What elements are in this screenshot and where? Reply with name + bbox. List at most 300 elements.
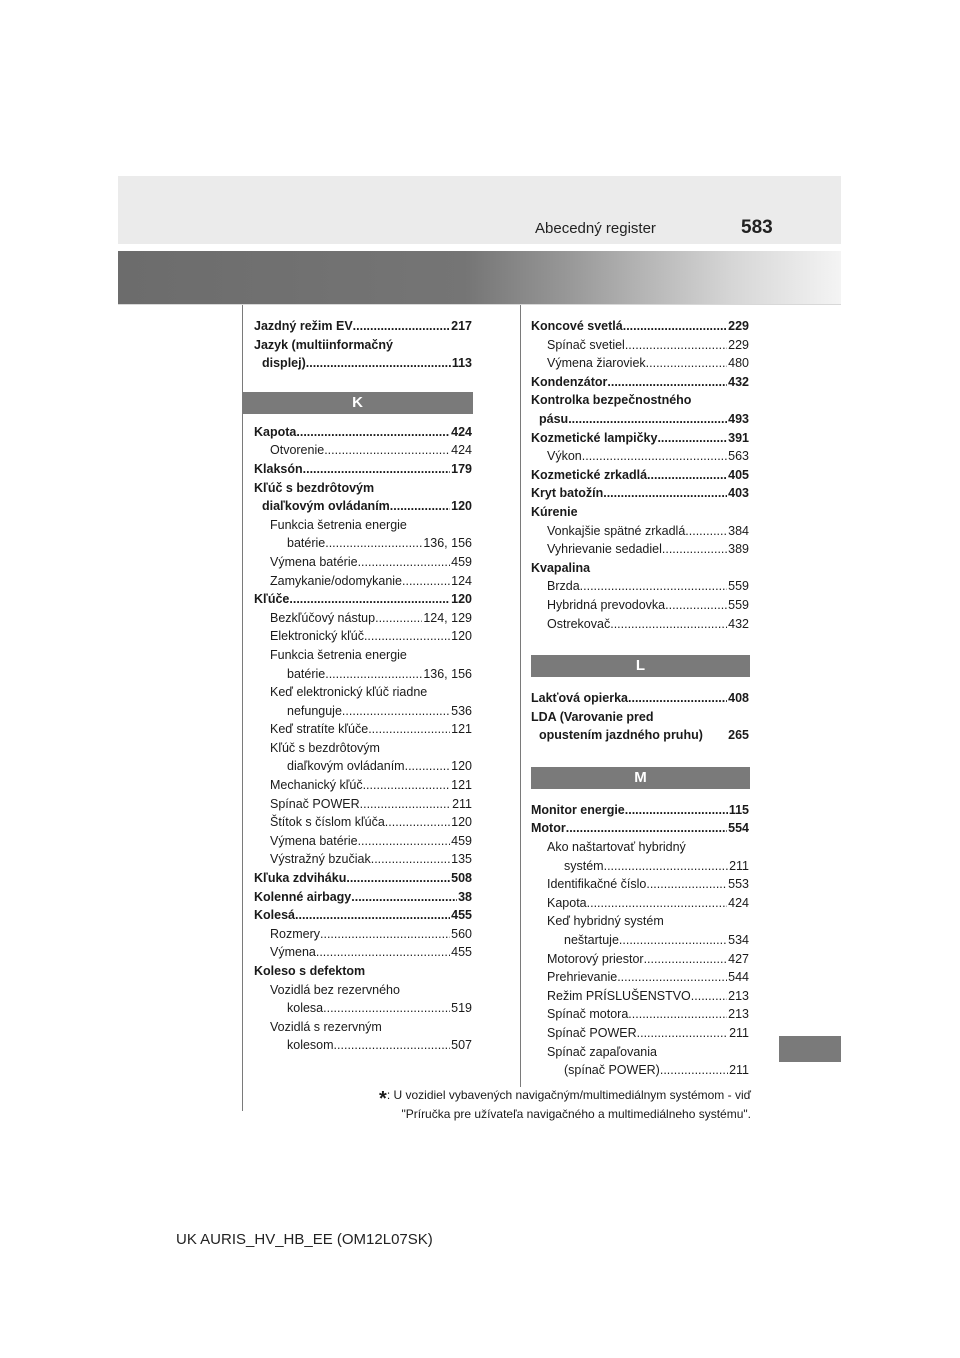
header-divider	[118, 304, 841, 305]
entry-text: nefunguje	[287, 703, 342, 718]
index-entry	[531, 689, 749, 708]
dot-leader	[685, 522, 727, 541]
page-reference: 179	[451, 461, 472, 476]
page-reference: 229	[728, 337, 749, 352]
entry-line	[270, 572, 472, 591]
entry-text: Prehrievanie	[547, 970, 618, 985]
entry-line	[270, 776, 472, 795]
dot-leader	[358, 832, 451, 851]
page-reference: 459	[451, 833, 472, 848]
entry-line	[547, 894, 749, 913]
dot-leader	[625, 336, 727, 355]
page-reference: 120	[451, 815, 472, 830]
page-reference: 120	[451, 759, 472, 774]
index-entry	[254, 479, 472, 516]
index-subentry	[531, 838, 749, 875]
footnote-line-2: "Príručka pre užívateľa navigačného a multimediálneho systému".	[401, 1107, 751, 1121]
dot-leader	[662, 540, 727, 559]
index-entry	[531, 801, 749, 820]
dot-leader	[320, 925, 450, 944]
entry-line	[270, 795, 472, 814]
entry-text: Vyhrievanie sedadiel	[547, 542, 662, 557]
page-reference: 408	[728, 691, 749, 706]
dot-leader	[580, 577, 727, 596]
dot-leader	[623, 317, 727, 336]
page-reference: 559	[728, 597, 749, 612]
dot-leader	[637, 1024, 728, 1043]
entry-text: Keď elektronický kľúč riadne	[270, 685, 428, 700]
index-subentry	[531, 1024, 749, 1043]
entry-text: Motorový priestor	[547, 951, 644, 966]
entry-line	[270, 553, 472, 572]
page-reference: 553	[728, 877, 749, 892]
page-number: 583	[741, 217, 773, 238]
page-reference: 480	[728, 356, 749, 371]
entry-text: Monitor energie	[531, 802, 625, 817]
entry-line	[547, 857, 749, 876]
index-entry	[254, 423, 472, 442]
entry-text: Výmena	[270, 945, 316, 960]
entry-text: Kvapalina	[531, 560, 591, 575]
dot-leader	[566, 819, 727, 838]
dot-leader	[353, 317, 450, 336]
entry-text: Klaksón	[254, 461, 303, 476]
index-entry	[531, 484, 749, 503]
dot-leader	[346, 869, 450, 888]
column-divider	[520, 305, 521, 1087]
page-reference: 389	[728, 542, 749, 557]
entry-text: Koleso s defektom	[254, 964, 366, 978]
page-reference: 508	[451, 871, 472, 886]
entry-text: opustením jazdného pruhu)	[539, 728, 703, 743]
index-subentry	[254, 739, 472, 776]
entry-text: Kľúč s bezdrôtovým	[270, 740, 380, 755]
index-subentry	[254, 1018, 472, 1055]
entry-line	[254, 354, 472, 373]
dot-leader	[296, 423, 450, 442]
page-reference: 507	[451, 1038, 472, 1053]
index-subentry	[531, 1005, 749, 1024]
entry-text: Kapota	[547, 895, 587, 910]
dot-leader	[342, 702, 450, 721]
page-reference: 120	[451, 592, 472, 607]
page-reference: 424	[451, 424, 472, 439]
dot-leader	[358, 553, 451, 572]
entry-text: Identifikačné číslo	[547, 877, 647, 892]
dot-leader	[405, 757, 451, 776]
dot-leader	[324, 441, 450, 460]
entry-line	[254, 590, 472, 609]
section-title: Abecedný register	[535, 220, 656, 237]
entry-text: Mechanický kľúč	[270, 778, 363, 793]
entry-line	[547, 1061, 749, 1080]
entry-line	[270, 720, 472, 739]
entry-line	[547, 875, 749, 894]
page-reference: 265	[728, 728, 749, 743]
index-subentry	[531, 615, 749, 634]
header-gradient-band	[118, 251, 841, 304]
entry-text: Vozidlá s rezervným	[270, 1019, 382, 1034]
entry-text: Vozidlá bez rezervného	[270, 982, 400, 997]
entry-text: LDA (Varovanie pred	[531, 709, 654, 724]
entry-line	[547, 577, 749, 596]
index-subentry	[531, 987, 749, 1006]
entry-line	[531, 819, 749, 838]
page-reference: 136, 156	[423, 666, 472, 681]
index-subentry	[531, 522, 749, 541]
index-column-left	[254, 317, 472, 1055]
index-subentry	[254, 646, 472, 683]
page-reference: 560	[451, 926, 472, 941]
page-reference: 211	[452, 796, 472, 811]
entry-text: pásu	[539, 411, 569, 426]
index-subentry	[531, 540, 749, 559]
page-reference: 229	[728, 319, 749, 333]
index-subentry	[531, 912, 749, 949]
page-reference: 211	[729, 1026, 749, 1040]
page-reference: 120	[451, 499, 472, 514]
page-reference: 121	[451, 778, 472, 793]
page-reference: 217	[451, 319, 472, 333]
left-margin-rule	[242, 305, 243, 1111]
index-subentry	[531, 968, 749, 987]
entry-text: Spínač POWER	[270, 796, 360, 811]
index-subentry	[254, 683, 472, 720]
page-reference: 213	[728, 1007, 749, 1022]
dot-leader	[644, 950, 728, 969]
entry-line	[547, 931, 749, 950]
entry-line	[531, 429, 749, 448]
entry-line	[270, 999, 472, 1018]
index-subentry	[254, 553, 472, 572]
page-reference: 115	[728, 802, 749, 817]
entry-text: Ako naštartovať hybridný	[547, 840, 686, 855]
entry-text: Kondenzátor	[531, 374, 608, 389]
entry-text: Kapota	[254, 424, 297, 439]
entry-line	[270, 832, 472, 851]
dot-leader	[603, 484, 727, 503]
entry-line	[547, 1005, 749, 1024]
page-reference: 135	[451, 852, 472, 867]
entry-text: Spínač zapaľovania	[547, 1044, 657, 1059]
page-reference: 424	[451, 443, 472, 458]
index-subentry	[531, 875, 749, 894]
footnote-line-1: : U vozidiel vybavených navigačným/multimediálnym systémom - viď	[386, 1088, 751, 1102]
index-entry	[531, 429, 749, 448]
page-reference: 124	[451, 573, 472, 588]
dot-leader	[303, 460, 451, 479]
dot-leader	[364, 627, 450, 646]
entry-text: Ostrekovač	[547, 616, 611, 631]
entry-line	[270, 609, 472, 628]
entry-line	[270, 925, 472, 944]
letter-heading-k: K	[242, 392, 473, 414]
entry-text: Brzda	[547, 579, 580, 594]
entry-line	[254, 460, 472, 479]
page-reference: 455	[451, 908, 472, 923]
page-reference: 384	[728, 523, 749, 538]
index-entry	[254, 869, 472, 888]
index-subentry	[254, 850, 472, 869]
dot-leader	[628, 1005, 727, 1024]
entry-text: displej)	[262, 356, 306, 371]
dot-leader	[351, 888, 457, 907]
entry-text: kolesa	[287, 1001, 324, 1016]
entry-line	[531, 410, 749, 429]
index-entry	[254, 906, 472, 925]
page-reference: 534	[728, 933, 749, 948]
entry-line	[531, 689, 749, 708]
index-entry	[254, 460, 472, 479]
dot-leader	[371, 850, 450, 869]
index-subentry	[254, 441, 472, 460]
entry-line	[270, 702, 472, 721]
page-reference: 391	[728, 430, 749, 445]
dot-leader	[360, 795, 451, 814]
footnote	[331, 1088, 751, 1122]
entry-line	[547, 447, 749, 466]
index-subentry	[254, 609, 472, 628]
dot-leader	[660, 1061, 728, 1080]
index-subentry	[254, 795, 472, 814]
page-reference: 211	[729, 1063, 749, 1078]
entry-text: Spínač POWER	[547, 1026, 637, 1040]
index-entry	[254, 336, 472, 373]
entry-text: Motor	[531, 821, 566, 836]
page-reference: 424	[728, 895, 749, 910]
entry-text: Výmena žiaroviek	[547, 356, 646, 371]
entry-text: diaľkovým ovládaním	[262, 499, 390, 514]
entry-text: Výstražný bzučiak	[270, 852, 371, 867]
entry-line	[547, 336, 749, 355]
dot-leader	[582, 447, 727, 466]
entry-text: Bezkľúčový nástup	[270, 610, 376, 625]
entry-text: Otvorenie	[270, 443, 325, 458]
page-reference: 405	[728, 467, 749, 482]
entry-text: Keď stratíte kľúče	[270, 722, 369, 737]
dot-leader	[619, 931, 727, 950]
index-subentry	[531, 447, 749, 466]
entry-text: Hybridná prevodovka	[547, 597, 666, 612]
index-subentry	[531, 894, 749, 913]
index-subentry	[254, 516, 472, 553]
letter-heading-m: M	[531, 767, 750, 789]
entry-text: Funkcia šetrenia energie	[270, 517, 407, 532]
page-reference: 38	[458, 889, 472, 904]
entry-text: Režim PRÍSLUŠENSTVO	[547, 988, 691, 1003]
entry-text: (spínač POWER)	[564, 1063, 660, 1078]
index-subentry	[531, 950, 749, 969]
entry-text: Kolesá	[254, 908, 295, 923]
entry-line	[254, 423, 472, 442]
entry-text: Kľuka zdviháku	[254, 871, 347, 886]
entry-text: Kľúč s bezdrôtovým	[254, 480, 375, 495]
page-reference: 124, 129	[423, 610, 472, 625]
entry-text: systém	[564, 858, 604, 873]
dot-leader	[334, 1036, 451, 1055]
page-reference: 459	[451, 554, 472, 569]
entry-line	[547, 522, 749, 541]
header-background	[118, 176, 841, 244]
page-reference: 544	[728, 970, 749, 985]
dot-leader	[607, 373, 727, 392]
entry-text: Lakťová opierka	[531, 691, 629, 706]
index-section-tab	[779, 1036, 841, 1062]
entry-line	[547, 596, 749, 615]
entry-text: Spínač svetiel	[547, 337, 625, 352]
entry-text: Kontrolka bezpečnostného	[531, 393, 692, 408]
entry-line	[531, 726, 749, 745]
entry-text: Kozmetické lampičky	[531, 430, 658, 445]
entry-line	[254, 869, 472, 888]
letter-heading-l: L	[531, 655, 750, 677]
dot-leader	[604, 857, 728, 876]
entry-text: Elektronický kľúč	[270, 629, 364, 644]
index-subentry	[254, 981, 472, 1018]
dot-leader	[402, 572, 450, 591]
index-entry	[531, 391, 749, 428]
page-reference: 121	[451, 722, 472, 737]
entry-line	[547, 1024, 749, 1043]
entry-line	[270, 665, 472, 684]
entry-text: neštartuje	[564, 933, 619, 948]
entry-text: Výkon	[547, 449, 582, 464]
index-subentry	[254, 776, 472, 795]
index-subentry	[254, 925, 472, 944]
entry-line	[547, 540, 749, 559]
entry-text: Kryt batožín	[531, 486, 604, 501]
page-reference: 120	[451, 629, 472, 644]
entry-line	[547, 968, 749, 987]
index-subentry	[531, 596, 749, 615]
page-reference: 113	[451, 356, 472, 371]
entry-text: Štítok s číslom kľúča	[270, 815, 385, 830]
index-entry	[254, 962, 472, 981]
entry-text: Jazyk (multiinformačný	[254, 337, 393, 352]
entry-text: Kúrenie	[531, 504, 578, 519]
entry-text: Spínač motora	[547, 1007, 629, 1022]
index-entry	[531, 373, 749, 392]
dot-leader	[646, 875, 727, 894]
index-subentry	[254, 813, 472, 832]
index-subentry	[254, 572, 472, 591]
entry-line	[270, 813, 472, 832]
dot-leader	[610, 615, 727, 634]
index-entry	[531, 819, 749, 838]
entry-line	[270, 1036, 472, 1055]
index-column-right	[531, 317, 749, 1080]
dot-leader	[657, 429, 727, 448]
dot-leader	[375, 609, 422, 628]
entry-line	[270, 441, 472, 460]
page-reference: 536	[451, 703, 472, 718]
entry-text: Výmena batérie	[270, 833, 358, 848]
dot-leader	[665, 596, 727, 615]
index-entry	[254, 888, 472, 907]
index-subentry	[254, 627, 472, 646]
entry-line	[254, 888, 472, 907]
entry-line	[531, 466, 749, 485]
index-subentry	[531, 354, 749, 373]
entry-line	[531, 373, 749, 392]
entry-line	[270, 534, 472, 553]
entry-text: Jazdný režim EV	[254, 319, 353, 333]
index-entry	[531, 708, 749, 745]
entry-line	[270, 943, 472, 962]
dot-leader	[368, 720, 450, 739]
dot-leader	[385, 813, 450, 832]
dot-leader	[325, 534, 422, 553]
index-entry	[254, 317, 472, 336]
entry-text: Zamykanie/odomykanie	[270, 573, 403, 588]
entry-line	[270, 627, 472, 646]
dot-leader	[587, 894, 728, 913]
page-reference: 563	[728, 449, 749, 464]
entry-text: kolesom	[287, 1038, 334, 1053]
entry-text: Keď hybridný systém	[547, 914, 664, 929]
entry-line	[254, 497, 472, 516]
entry-text: batérie	[287, 536, 326, 551]
dot-leader	[295, 906, 450, 925]
entry-text: Koncové svetlá	[531, 319, 623, 333]
dot-leader	[691, 987, 727, 1006]
index-subentry	[254, 943, 472, 962]
page-reference: 519	[451, 1001, 472, 1016]
index-subentry	[254, 720, 472, 739]
entry-text: Kozmetické zrkadlá	[531, 467, 648, 482]
page-reference: 493	[728, 411, 749, 426]
page-reference: 403	[728, 486, 749, 501]
entry-text: Funkcia šetrenia energie	[270, 647, 407, 662]
index-entry	[531, 559, 749, 578]
dot-leader	[325, 665, 422, 684]
index-subentry	[531, 1043, 749, 1080]
entry-text: Rozmery	[270, 926, 321, 941]
index-entry	[531, 317, 749, 336]
index-entry	[254, 590, 472, 609]
entry-line	[547, 950, 749, 969]
dot-leader	[628, 689, 727, 708]
entry-line	[547, 987, 749, 1006]
entry-text: diaľkovým ovládaním	[287, 759, 405, 774]
page-reference: 136, 156	[423, 536, 472, 551]
dot-leader	[316, 943, 450, 962]
page-reference: 554	[728, 821, 749, 836]
document-code: UK AURIS_HV_HB_EE (OM12L07SK)	[176, 1231, 433, 1248]
entry-text: Výmena batérie	[270, 554, 358, 569]
entry-line	[531, 801, 749, 820]
entry-line	[531, 317, 749, 336]
footnote-marker: *	[379, 1088, 387, 1110]
entry-line	[270, 850, 472, 869]
index-subentry	[531, 336, 749, 355]
dot-leader	[323, 999, 450, 1018]
dot-leader	[289, 590, 450, 609]
dot-leader	[306, 354, 451, 373]
dot-leader	[617, 968, 727, 987]
page-reference: 432	[728, 616, 749, 631]
index-entry	[531, 503, 749, 522]
page-reference: 432	[728, 374, 749, 389]
entry-text: Vonkajšie spätné zrkadlá	[547, 523, 686, 538]
entry-line	[547, 615, 749, 634]
entry-line	[254, 906, 472, 925]
entry-line	[270, 757, 472, 776]
dot-leader	[390, 497, 450, 516]
index-subentry	[254, 832, 472, 851]
page-reference: 559	[728, 579, 749, 594]
entry-text: Kolenné airbagy	[254, 889, 352, 904]
